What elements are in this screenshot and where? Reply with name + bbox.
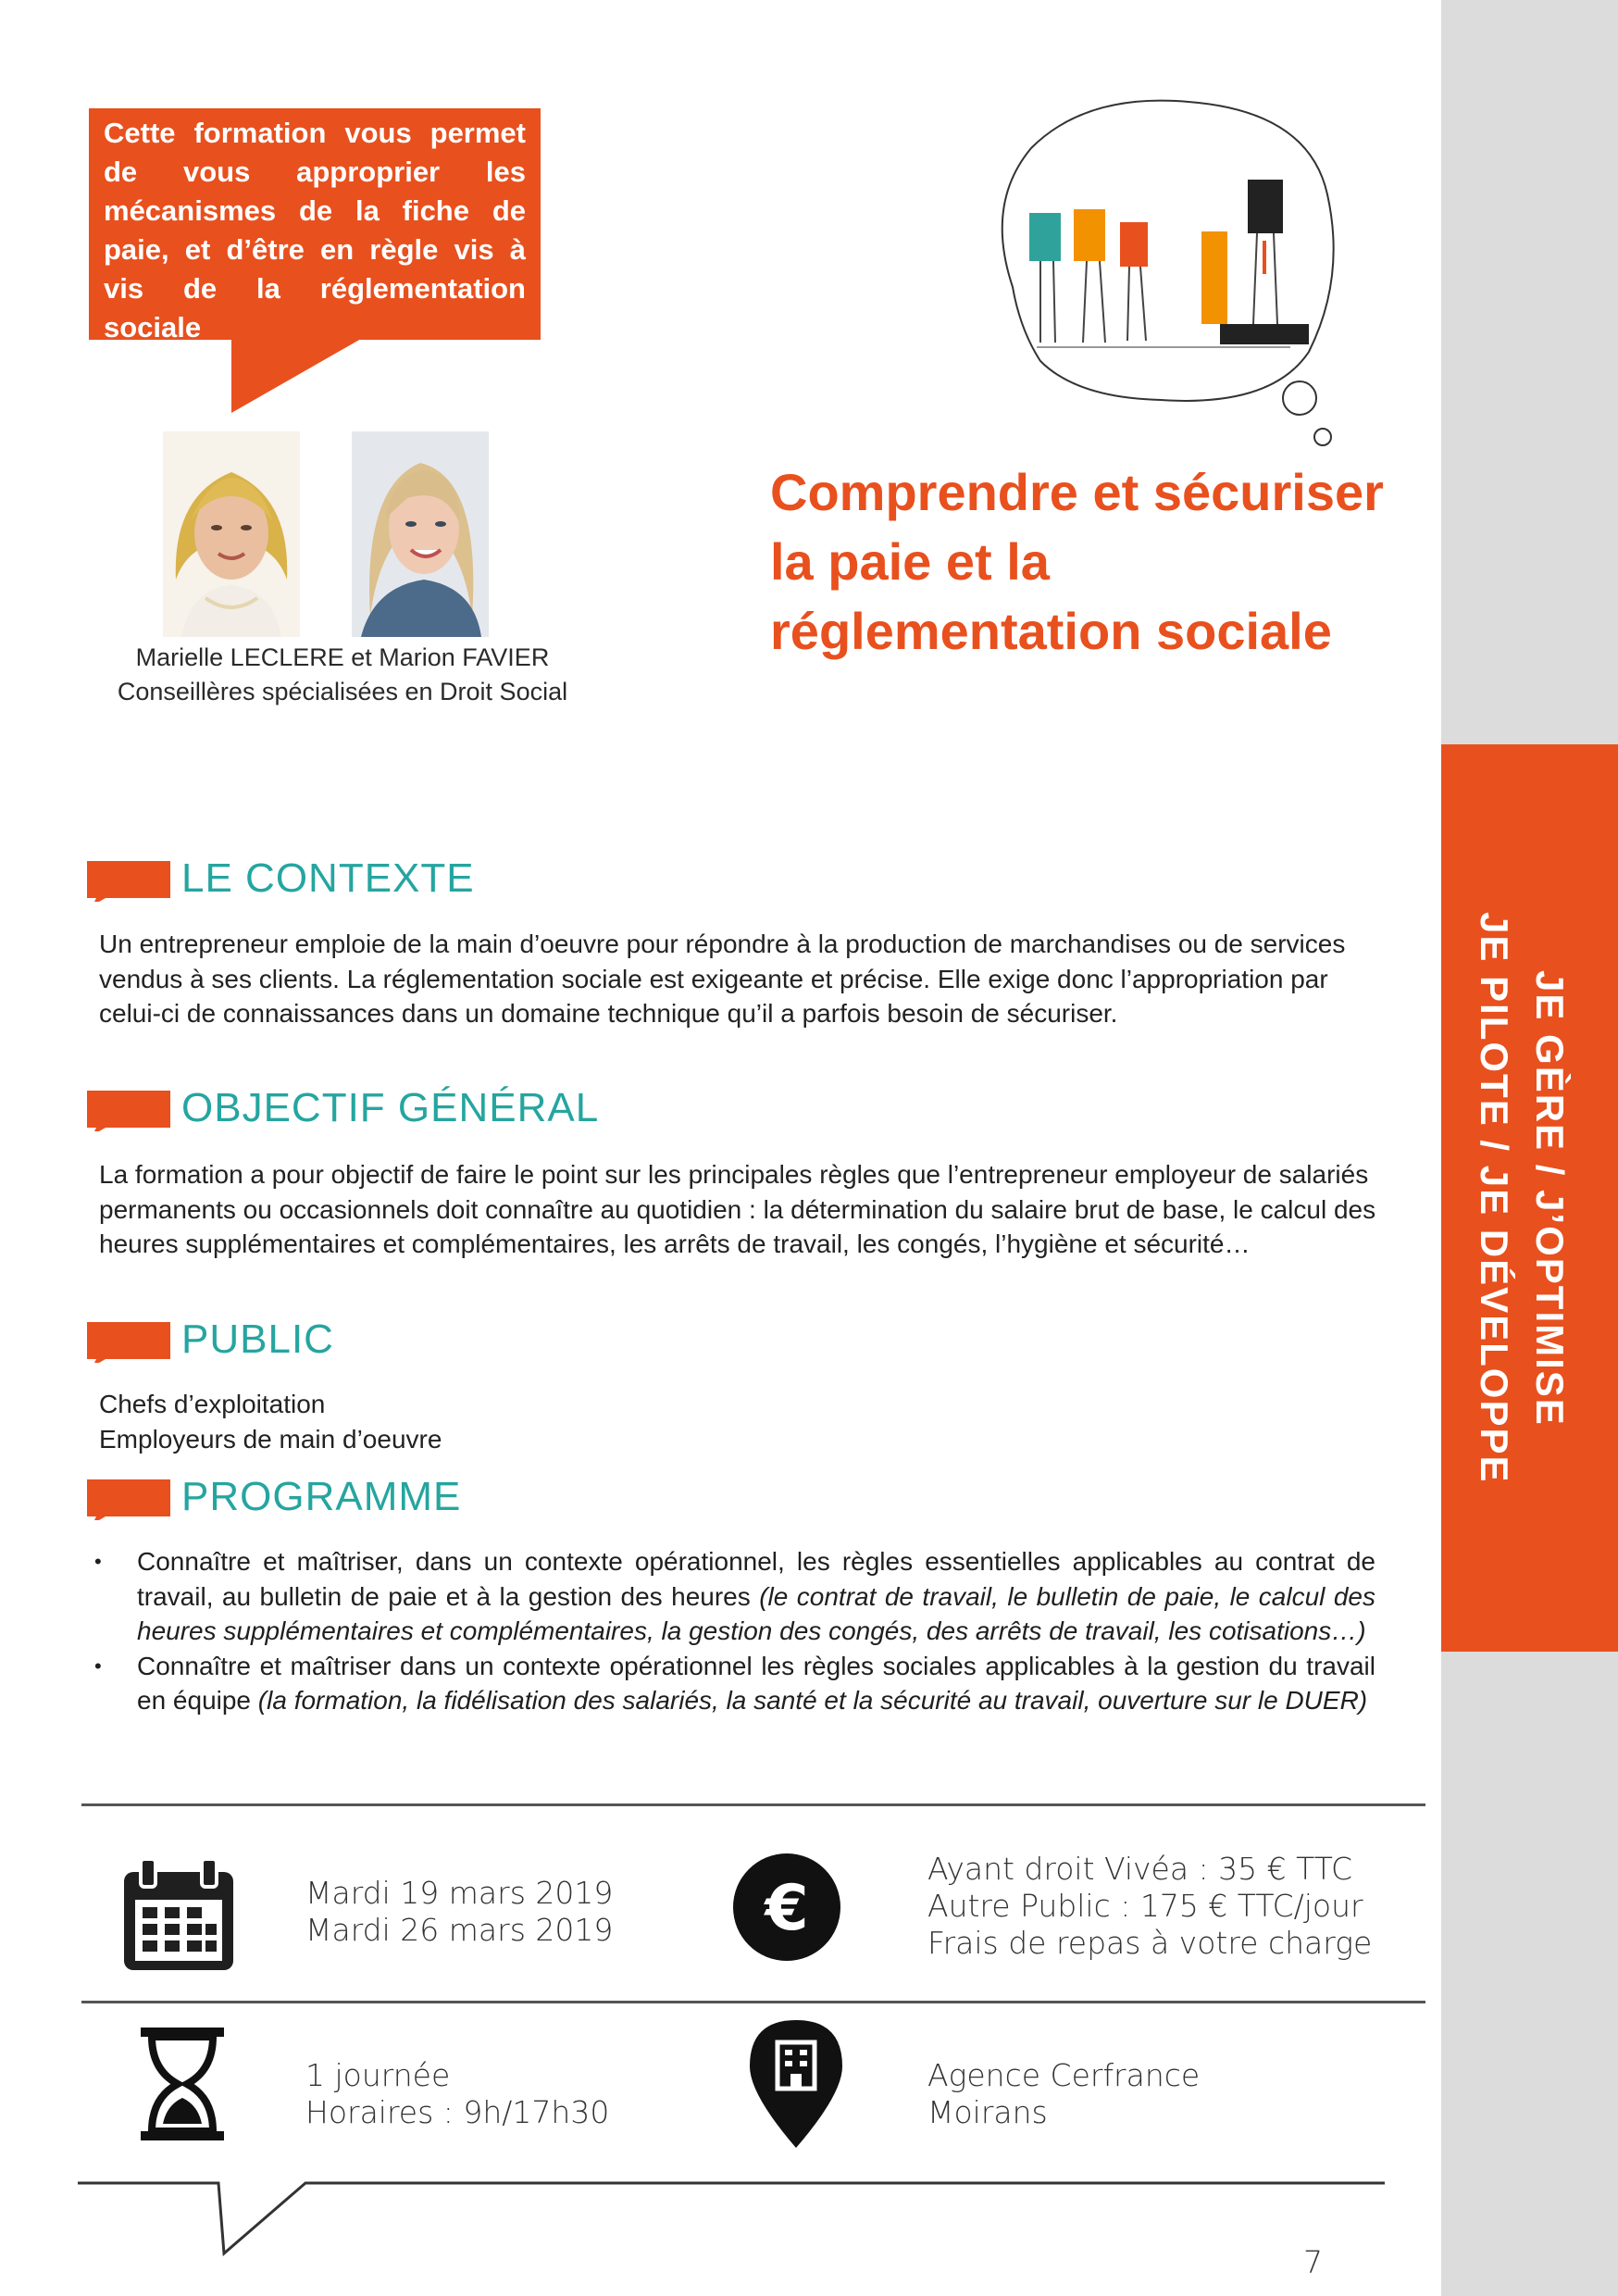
divider: [81, 2001, 1425, 2003]
category-label-1: JE GÈRE / J’OPTIMISE: [1528, 969, 1572, 1427]
location-pin-icon: [748, 2018, 844, 2150]
category-label-2: JE PILOTE / JE DÉVELOPPE: [1473, 912, 1516, 1484]
section-flag-icon: [87, 1091, 170, 1131]
intro-bubble: [89, 108, 541, 343]
date-line: Mardi 19 mars 2019: [305, 1875, 614, 1911]
euro-icon: [731, 1852, 842, 1963]
location-line: Moirans: [927, 2094, 1048, 2130]
programme-item-detail: (le contrat de travail, le bulletin de paie, le calcul des heures supplémentaires et complémentaires, la gestion des congés, des arrêts de travail, les cotisations…): [137, 1581, 1375, 1645]
trainer-photo-1: [163, 431, 300, 637]
pricing: [927, 1851, 1372, 1962]
section-flag-icon: [87, 1322, 170, 1363]
intro-text: Cette formation vous permet de vous approprier les mécanismes de la fiche de paie, et d’être en règle vis à vis de la réglementation sociale: [104, 117, 526, 343]
hourglass-icon: [139, 2028, 226, 2140]
duration-line: Horaires : 9h/17h30: [305, 2094, 610, 2130]
bottom-divider: [78, 2166, 1385, 2259]
bubble-tail: [231, 339, 361, 413]
section-title-objectif: OBJECTIF GÉNÉRAL: [181, 1085, 600, 1130]
programme-item-text: Connaître et maîtriser dans un contexte opérationnel les règles sociales applicables à la gestion du travail en équipe: [137, 1651, 1375, 1715]
page-number: 7: [1303, 2244, 1323, 2280]
course-title: Comprendre et sécuriser la paie et la réglementation sociale: [770, 463, 1384, 660]
section-title-programme: PROGRAMME: [181, 1474, 462, 1519]
date-line: Mardi 26 mars 2019: [305, 1912, 614, 1948]
calendar-icon: [120, 1857, 237, 1974]
programme-item: [93, 1544, 1375, 1649]
public-line: Chefs d’exploitation: [99, 1390, 326, 1418]
section-text-objectif: La formation a pour objectif de faire le point sur les principales règles que l’entrepreneur employeur de salariés permanents ou occasionnels doit connaître au quotidien : la détermination du salaire brut de base, le calcul des heures supplémentaires et complémentaires, les arrêts de travail, les congés, l’hygiène et sécurité…: [99, 1160, 1376, 1258]
thought-bubble-illustration: [976, 93, 1355, 463]
price-line: Frais de repas à votre charge: [927, 1925, 1373, 1961]
duration-line: 1 journée: [305, 2057, 451, 2093]
session-dates: [305, 1875, 613, 1949]
location: [927, 2057, 1200, 2131]
duration: [305, 2057, 609, 2131]
bullet: •: [94, 1653, 102, 1678]
price-line: Autre Public : 175 € TTC/jour: [927, 1888, 1363, 1924]
bullet: •: [94, 1550, 102, 1573]
section-flag-icon: [87, 861, 170, 902]
programme-item-detail: (la formation, la fidélisation des salariés, la santé et la sécurité au travail, ouverture sur le DUER): [257, 1686, 1368, 1715]
price-line: Ayant droit Vivéa : 35 € TTC: [927, 1851, 1352, 1887]
trainer-names: Marielle LECLERE et Marion FAVIER: [135, 643, 550, 671]
section-flag-icon: [87, 1479, 170, 1520]
public-line: Employeurs de main d’oeuvre: [99, 1424, 442, 1454]
trainer-photo-2: [352, 431, 489, 637]
section-text-public: [99, 1387, 840, 1456]
programme-list: [93, 1544, 1375, 1718]
divider: [81, 1803, 1425, 1806]
trainers-caption: [74, 641, 611, 709]
section-title-public: PUBLIC: [181, 1316, 334, 1362]
section-title-contexte: LE CONTEXTE: [181, 855, 475, 901]
section-text-contexte: Un entrepreneur emploie de la main d’oeuvre pour répondre à la production de marchandises ou de services vendus à ses clients. La réglementation sociale est exigeante et précise. Elle exige donc l’appropriation par celui-ci de connaissances dans un domaine technique qu’il a parfois besoin de sécuriser.: [99, 930, 1346, 1028]
trainer-role: Conseillères spécialisées en Droit Social: [117, 678, 568, 705]
svg-text:€: €: [765, 1872, 809, 1945]
category-tab: [1441, 744, 1618, 1652]
programme-item: [93, 1649, 1375, 1718]
programme-item-text: Connaître et maîtriser, dans un contexte opérationnel, les règles essentielles applicables au contrat de travail, au bulletin de paie et à la gestion des heures: [137, 1547, 1375, 1611]
location-line: Agence Cerfrance: [927, 2057, 1201, 2093]
